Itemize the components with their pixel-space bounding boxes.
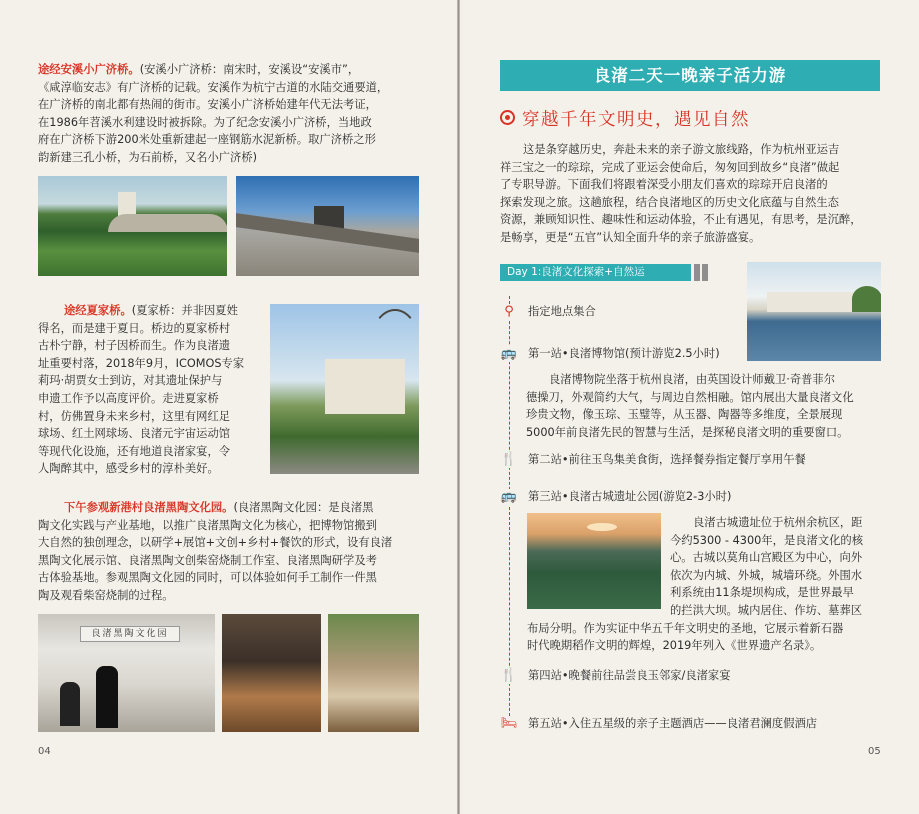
day-tag-bars [694, 264, 710, 285]
lotus-pond-photo [38, 176, 227, 276]
paragraph-black-pottery: 下午参观新港村良渚黑陶文化园。(良渚黑陶文化园：是良渚黑 [64, 501, 374, 514]
stop-ancient-city: 🚌 第三站•良渚古城遗址公园(游览2-3小时) [500, 489, 732, 504]
paragraph-xiajia-bridge: 途经夏家桥。(夏家桥：并非因夏姓 [64, 304, 238, 317]
left-page [0, 0, 458, 814]
bus-icon: 🚌 [500, 489, 518, 504]
xiajia-village-photo [270, 304, 419, 474]
location-pin-icon: ⚲ [500, 304, 518, 320]
day-1-tag: Day 1:良渚文化探索+自然运 [500, 264, 691, 281]
pottery-making-photo [328, 614, 419, 732]
pottery-sign: 良渚黑陶文化园 [80, 626, 180, 642]
bed-icon: 🛏 [500, 716, 518, 731]
route-intro: 这是条穿越历史，奔赴未来的亲子游文旅线路，作为杭州亚运吉 祥三宝之一的琮琮，完成了亚运会使命后，匆匆回到故乡“良渚”做起 了专职导游。下面我们将跟着深受小朋友们喜欢的琮琮开启良渚的 探索发现之旅。这趟旅程，结合良渚地区的历史文化底蕴与自然生态 资源，兼顾知识性、趣味性和运动体验，不止有遇见，有思考，是沉醉， 是畅享，更是“五官”认知全面升华的亲子旅游盛宴。 [500, 143, 862, 244]
ancient-city-ruins-photo [527, 513, 661, 609]
ancient-city-description-cont: 布局分明。作为实证中华五千年文明史的圣地，它展示着新石器 时代晚期稻作文明的辉煌，2019年列入《世界遗产名录》。 [527, 621, 844, 653]
stop-hotel: 🛏 第五站•入住五星级的亲子主题酒店——良渚君澜度假酒店 [500, 716, 818, 731]
route-subtitle: 穿越千年文明史，遇见自然 [522, 110, 750, 130]
paragraph-xiajia-bridge-body: 得名，而是建于夏日。桥边的夏家桥村 古朴宁静，村子因桥而生。作为良渚遗 址重要村落，2018年9月，ICOMOS专家 莉玛·胡贾女士到访，对其遗址保护与 申遗工作予以高度评价。走进夏家桥 村，仿佛置身未来乡村，这里有网红足 球场、红土网球场、良渚元宇宙运动馆 等现代化设施，还有地道良渚家宴，令 人陶醉其中，感受乡村的淳朴美好。 [38, 321, 245, 476]
route-title-banner: 良渚二天一晚亲子活力游 [500, 60, 880, 91]
page-number-left: 04 [38, 746, 51, 757]
highlight-title: 下午参观新港村良渚黑陶文化园。 [64, 501, 234, 514]
highlight-title: 途经夏家桥。 [64, 304, 132, 317]
stone-bridge-photo [236, 176, 419, 276]
teapots-photo [222, 614, 321, 732]
dining-icon: 🍴 [500, 452, 518, 467]
page-number-right: 05 [868, 746, 881, 757]
pottery-exhibit-photo [38, 614, 215, 732]
stop-assembly: ⚲ 指定地点集合 [500, 302, 740, 322]
paragraph-black-pottery-body: 陶文化实践与产业基地，以推广良渚黑陶文化为核心，把博物馆搬到 大自然的独创理念，以研学+展馆+文创+乡村+餐饮的形式，设有良渚 黑陶文化展示馆、良渚黑陶文创柴窑烧制工作室、良渚黑陶研学及考 古体验基地。参观黑陶文化园的同时，可以体验如何手工制作一件黑 陶及观看柴窑烧制的过程。 [38, 518, 393, 602]
right-page [460, 0, 919, 814]
dining-icon: 🍴 [500, 668, 518, 683]
bullet-circle-icon [500, 110, 515, 125]
highlight-title: 途经安溪小广济桥。 [38, 63, 140, 76]
paragraph-xiaoguangji-bridge: 途经安溪小广济桥。(安溪小广济桥：南宋时，安溪设“安溪市”， 《咸淳临安志》有广济桥的记载。安溪作为杭宁古道的水陆交通要道， 在广济桥的南北都有热闹的街市。安溪小广济桥始建年代无法考证， 在1986年苕溪水利建设时被拆除。为了纪念安溪小广济桥，当地政 府在广济桥下游200米处重新建起一座钢筋水泥新桥。取广济桥之形 韵新建三孔小桥，为石前桥，又名小广济桥) [38, 63, 389, 164]
ancient-city-description: 良渚古城遗址位于杭州余杭区，距 今约5300 - 4300年，是良渚文化的核 心。古城以莫角山宫殿区为中心，向外 依次为内城、外城，城墙环绕。外围水 利系统由11条堤坝构成，是世界最早 的拦洪大坝。城内居住、作坊、墓葬区 [670, 516, 864, 617]
museum-description: 良渚博物院坐落于杭州良渚，由英国设计师戴卫·奇普菲尔 德操刀，外观简约大气，与周边自然相融。馆内展出大量良渚文化 珍贵文物，像玉琮、玉璧等，从玉器、陶器等多维度，全景展现 5000年前良渚先民的智慧与生活，是探秘良渚文明的重要窗口。 [526, 373, 854, 439]
stop-dinner: 🍴 第四站•晚餐前往品尝良玉邻家/良渚家宴 [500, 668, 731, 683]
stop-museum: 🚌 第一站•良渚博物馆(预计游览2.5小时) [500, 346, 720, 361]
bus-icon: 🚌 [500, 346, 518, 361]
stop-lunch: 🍴 第二站•前往玉鸟集美食街，选择餐券指定餐厅享用午餐 [500, 452, 806, 467]
